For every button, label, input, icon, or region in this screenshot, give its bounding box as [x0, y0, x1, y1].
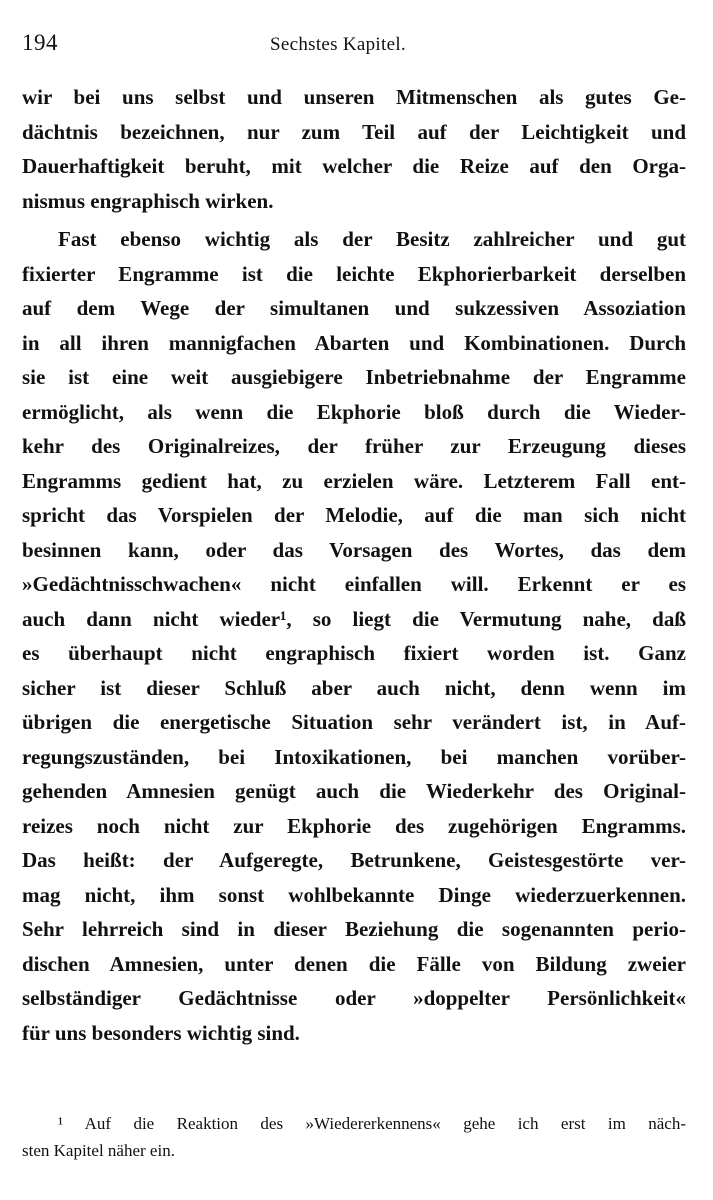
text-line: auf dem Wege der simultanen und sukzessiven Assoziation	[22, 296, 686, 320]
footnote	[22, 1110, 686, 1164]
text-line: regungszuständen, bei Intoxikationen, bei manchen vorüber-	[22, 744, 686, 769]
text-line: reizes noch nicht zur Ekphorie des zugehörigen Engramms.	[22, 813, 686, 838]
text-line: mag nicht, ihm sonst wohlbekannte Dinge wiederzuerkennen.	[22, 882, 686, 907]
text-line: gehenden Amnesien genügt auch die Wiederkehr des Original-	[22, 779, 686, 803]
text-line: Engramms gedient hat, zu erzielen wäre. Letzterem Fall ent-	[22, 468, 686, 493]
text-line: fixierter Engramme ist die leichte Ekphorierbarkeit derselben	[22, 261, 686, 286]
text-line: Das heißt: der Aufgeregte, Betrunkene, Geistesgestörte ver-	[22, 848, 686, 872]
text-line: auch dann nicht wieder¹, so liegt die Vermutung nahe, daß	[22, 606, 686, 631]
text-line: besinnen kann, oder das Vorsagen des Wortes, das dem	[22, 537, 686, 562]
text-line: ermöglicht, als wenn die Ekphorie bloß durch die Wieder-	[22, 399, 686, 424]
text-line: es überhaupt nicht engraphisch fixiert worden ist. Ganz	[22, 641, 686, 665]
text-line: wir bei uns selbst und unseren Mitmenschen als gutes Ge-	[22, 85, 686, 109]
text-line: selbständiger Gedächtnisse oder »doppelter Persönlichkeit«	[22, 986, 686, 1010]
running-title: Sechstes Kapitel.	[270, 34, 406, 55]
text-line: nismus engraphisch wirken.	[22, 188, 274, 213]
text-line: Fast ebenso wichtig als der Besitz zahlreicher und gut	[58, 227, 686, 251]
text-line: dischen Amnesien, unter denen die Fälle von Bildung zweier	[22, 951, 686, 976]
text-line: Dauerhaftigkeit beruht, mit welcher die Reize auf den Orga-	[22, 154, 686, 178]
text-line: sicher ist dieser Schluß aber auch nicht, denn wenn im	[22, 675, 686, 700]
text-line: für uns besonders wichtig sind.	[22, 1020, 300, 1045]
text-line: spricht das Vorspielen der Melodie, auf die man sich nicht	[22, 503, 686, 527]
footnote-line: ¹ Auf die Reaktion des »Wiedererkennens« gehe ich erst im näch-	[58, 1114, 686, 1133]
footnote-line: sten Kapitel näher ein.	[22, 1141, 175, 1160]
paragraph-1	[22, 80, 686, 218]
text-line: in all ihren mannigfachen Abarten und Kombinationen. Durch	[22, 330, 686, 355]
paragraph-2	[22, 222, 686, 1050]
text-line: »Gedächtnisschwachen« nicht einfallen will. Erkennt er es	[22, 572, 686, 596]
page-number: 194	[22, 30, 58, 55]
text-line: sie ist eine weit ausgiebigere Inbetriebnahme der Engramme	[22, 365, 686, 389]
text-line: dächtnis bezeichnen, nur zum Teil auf der Leichtigkeit und	[22, 119, 686, 144]
text-line: übrigen die energetische Situation sehr verändert ist, in Auf-	[22, 710, 686, 734]
text-line: kehr des Originalreizes, der früher zur Erzeugung dieses	[22, 434, 686, 458]
page-header	[22, 30, 689, 60]
text-line: Sehr lehrreich sind in dieser Beziehung die sogenannten perio-	[22, 917, 686, 941]
